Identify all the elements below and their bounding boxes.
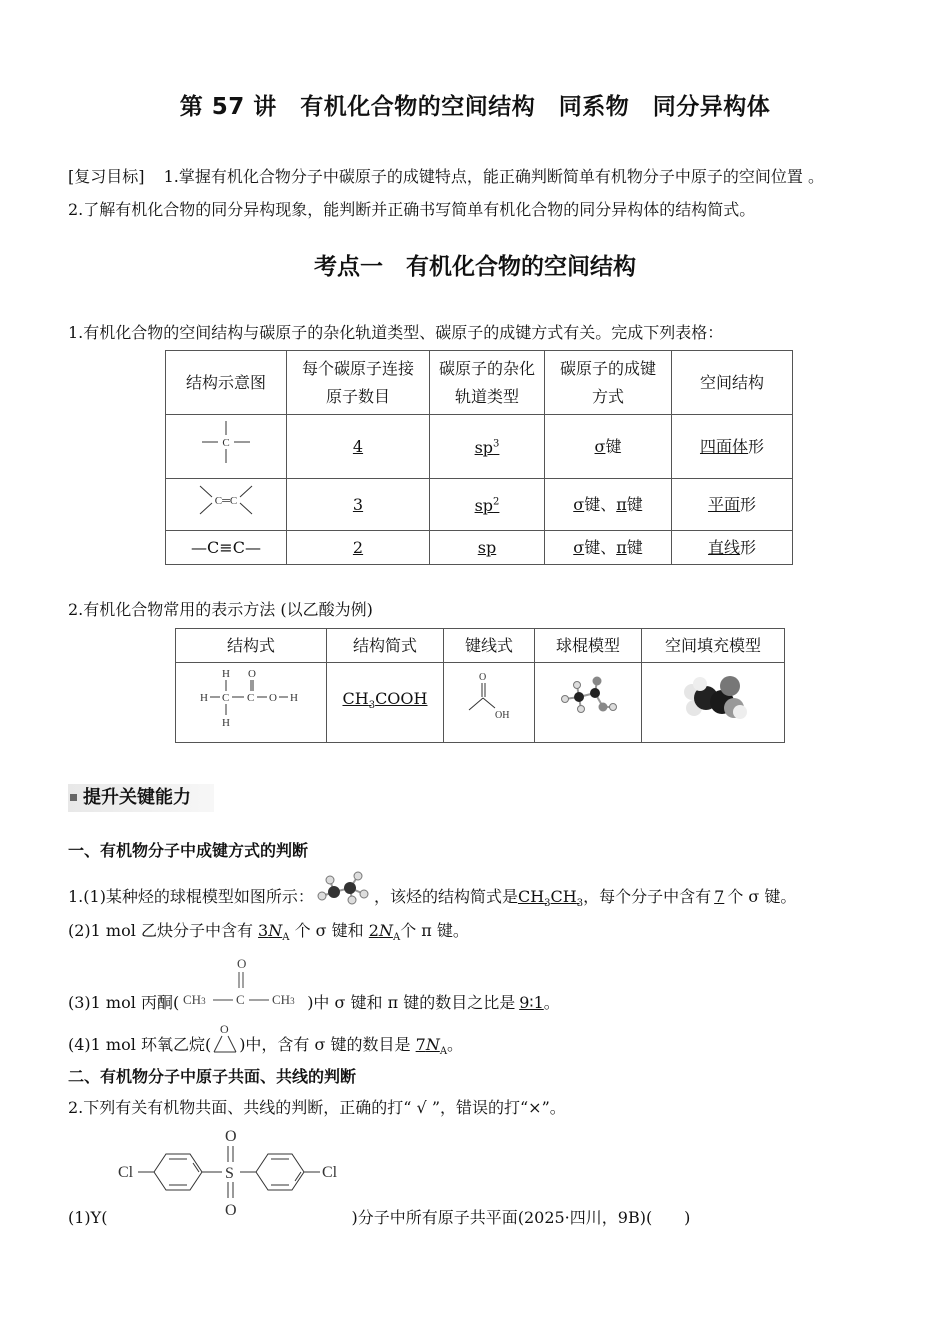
- svg-text:H: H: [290, 692, 298, 704]
- svg-text:O: O: [225, 1128, 237, 1145]
- section-heading-kaodian1: 考点一 有机化合物的空间结构: [314, 254, 636, 280]
- condensed-formula: $CH_3COOH$: [327, 663, 444, 743]
- table1-shape: 平面形: [672, 479, 793, 531]
- table2-header-1: 结构简式: [327, 629, 444, 663]
- svg-text:C: C: [222, 692, 230, 704]
- section-tag: 提升关键能力: [68, 784, 214, 812]
- ethane-ball-stick-image: [314, 888, 374, 908]
- review-text-1: 1.掌握有机化合物分子中碳原子的成键特点，能正确判断简单有机物分子中原子的空间位置 。: [163, 167, 824, 186]
- square-bullet-icon: [70, 794, 77, 801]
- question-1-3: (3)1 mol 丙酮( O CH3 C CH3 )中 σ 键和 π 键的数目之比是 9∶1。: [68, 955, 560, 1012]
- table1-bond: σ键、π键: [545, 531, 672, 565]
- table2-header-0: 结构式: [176, 629, 327, 663]
- table1-header-4: 空间结构: [672, 351, 793, 415]
- tetrahedral-diagram: [166, 415, 287, 479]
- svg-text:CH3: CH3: [183, 991, 206, 1007]
- svg-text:CH3: CH3: [272, 991, 295, 1007]
- svg-text:C: C: [247, 692, 255, 704]
- table-row: [166, 531, 793, 565]
- planar-diagram: [166, 479, 287, 531]
- paragraph-2: 2.有机化合物常用的表示方法 (以乙酸为例): [68, 600, 373, 619]
- table2-header-3: 球棍模型: [535, 629, 642, 663]
- question-2-item-1: (1)Y( )分子中所有原子共平面(2025·四川，9B)( ): [68, 1208, 691, 1227]
- subheading-2: 二、有机物分子中原子共面、共线的判断: [68, 1067, 357, 1086]
- table1-count: 4: [287, 415, 430, 479]
- table1-header-0: 结构示意图: [166, 351, 287, 415]
- svg-text:H: H: [222, 717, 230, 729]
- svg-text:S: S: [225, 1165, 234, 1182]
- subheading-1: 一、有机物分子中成键方式的判断: [68, 841, 309, 860]
- representation-table: [175, 628, 785, 743]
- table2-header-4: 空间填充模型: [642, 629, 785, 663]
- paragraph-1: 1.有机化合物的空间结构与碳原子的杂化轨道类型、碳原子的成键方式有关。完成下列表格：: [68, 323, 724, 342]
- table1-header-3: 碳原子的成键 方式: [545, 351, 672, 415]
- table-row: [166, 479, 793, 531]
- svg-text:O: O: [479, 672, 487, 683]
- linear-diagram: —C≡C—: [166, 531, 287, 565]
- structural-formula: [176, 663, 327, 743]
- svg-text:C: C: [236, 991, 245, 1007]
- table1-bond: σ键: [545, 415, 672, 479]
- table1-shape: 直线形: [672, 531, 793, 565]
- table2-header-2: 键线式: [444, 629, 535, 663]
- question-2-intro: 2.下列有关有机物共面、共线的判断，正确的打“ √ ”，错误的打“×”。: [68, 1098, 566, 1117]
- svg-text:C: C: [222, 437, 230, 449]
- svg-text:Cl: Cl: [118, 1164, 134, 1181]
- ball-and-stick-model: [535, 663, 642, 743]
- table1-count: 3: [287, 479, 430, 531]
- review-text-2: 2.了解有机化合物的同分异构现象，能判断并正确书写简单有机化合物的同分异构体的结构简式。: [68, 200, 756, 219]
- review-label: [复习目标]: [68, 167, 145, 186]
- page-title: 第 57 讲 有机化合物的空间结构 同系物 同分异构体: [179, 94, 771, 120]
- table1-shape: 四面体形: [672, 415, 793, 479]
- svg-text:C═C: C═C: [214, 495, 238, 507]
- carbon-bonding-table: [165, 350, 793, 565]
- atom-H: H: [222, 668, 230, 680]
- svg-text:O: O: [220, 1021, 229, 1036]
- table1-header-1: 每个碳原子连接 原子数目: [287, 351, 430, 415]
- review-goals-line1: [68, 164, 824, 187]
- question-1-2: (2)1 mol 乙炔分子中含有 $3N_A$ 个 σ 键和 $2N_A$个 π 键。: [68, 921, 469, 944]
- svg-text:OH: OH: [495, 710, 510, 721]
- svg-text:H: H: [200, 692, 208, 704]
- table1-bond: σ键、π键: [545, 479, 672, 531]
- table1-hyb: $sp^2$: [430, 479, 545, 531]
- svg-text:O: O: [225, 1202, 237, 1219]
- question-1-4: (4)1 mol 环氧乙烷( O )中，含有 σ 键的数目是 $7N_A$。: [68, 1021, 464, 1058]
- table1-hyb: $sp^3$: [430, 415, 545, 479]
- table1-count: 2: [287, 531, 430, 565]
- atom-O: O: [248, 668, 256, 680]
- epoxide-ring-icon: [211, 1021, 239, 1056]
- svg-text:O: O: [237, 955, 247, 971]
- skeletal-formula: [444, 663, 535, 743]
- space-filling-model: [642, 663, 785, 743]
- svg-text:Cl: Cl: [322, 1164, 338, 1181]
- svg-text:O: O: [269, 692, 277, 704]
- question-1-1: 1.(1)某种烃的球棍模型如图所示： ，该烃的结构简式是$CH_3CH_3$，每个分子中含有 7 个 σ 键。: [68, 884, 796, 909]
- acetone-structure: [179, 955, 307, 1014]
- table-row: [166, 415, 793, 479]
- table1-header-2: 碳原子的杂化 轨道类型: [430, 351, 545, 415]
- table1-hyb: sp: [430, 531, 545, 565]
